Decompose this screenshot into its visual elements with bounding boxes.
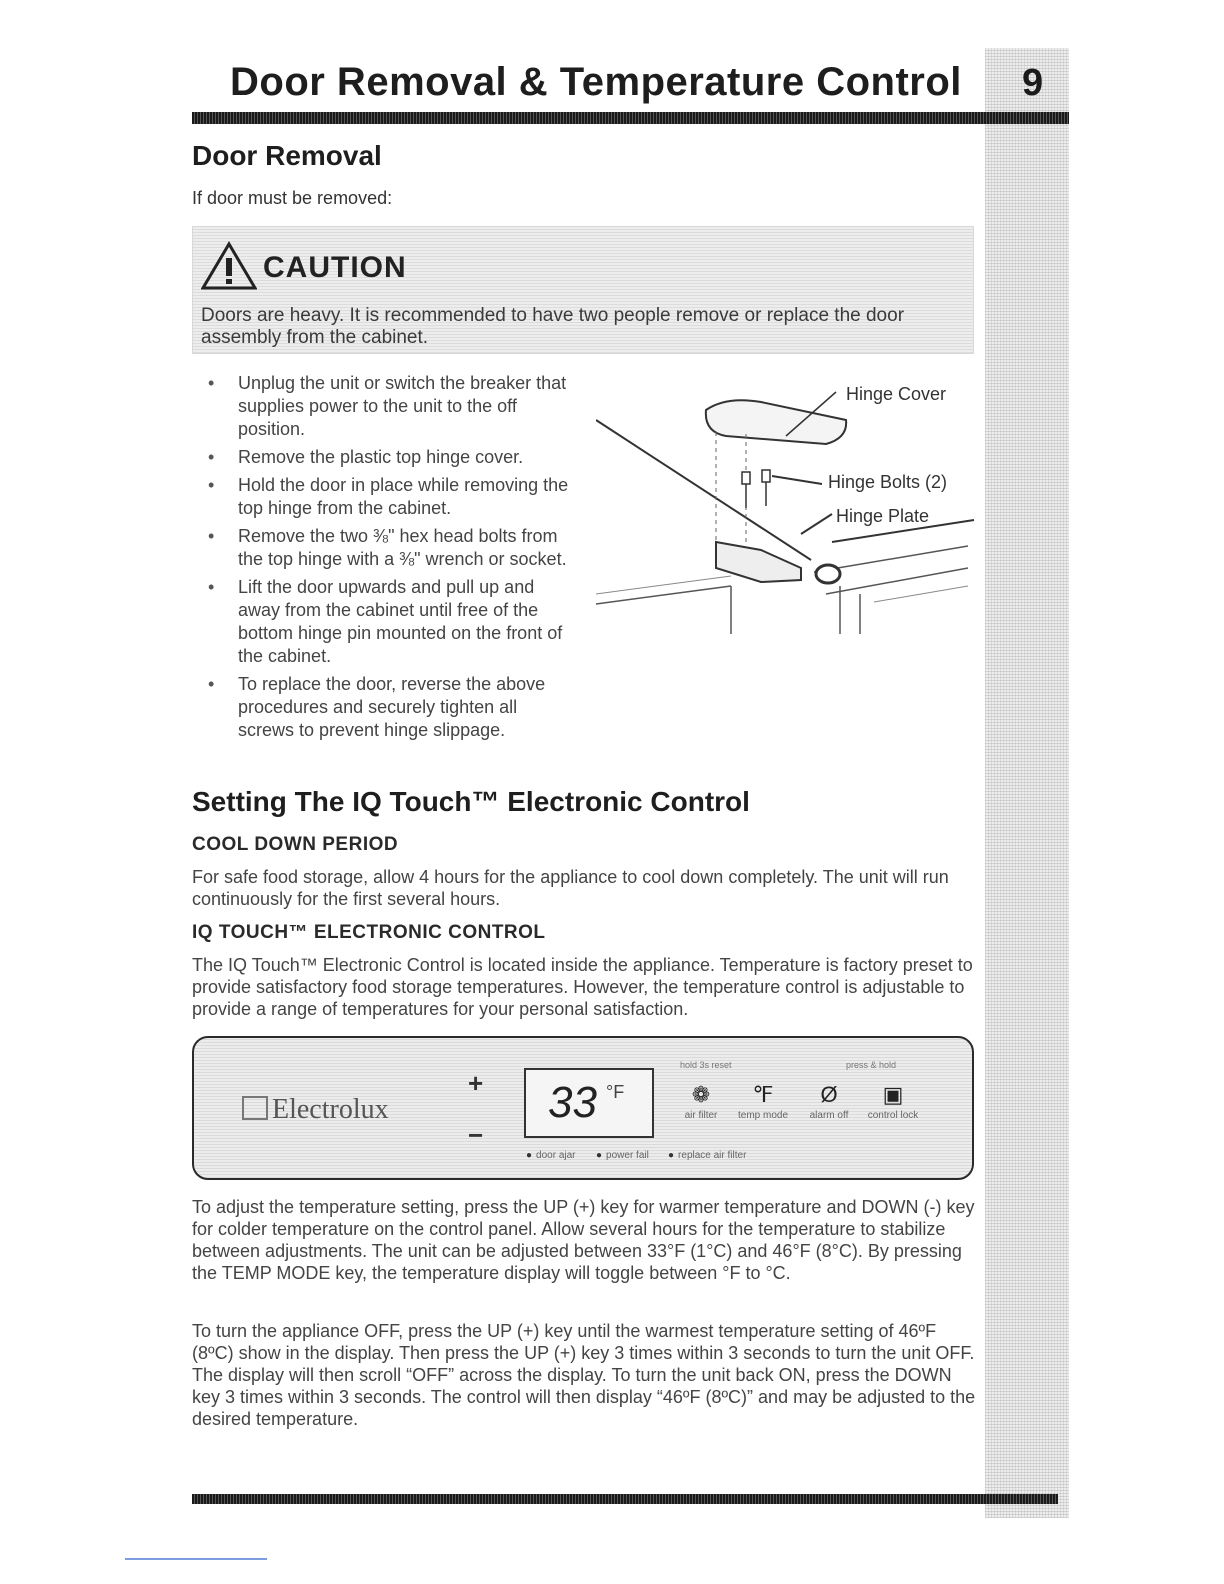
door-removal-heading: Door Removal bbox=[192, 140, 382, 171]
brand-name: Electrolux bbox=[272, 1094, 389, 1125]
turn-off-text: To turn the appliance OFF, press the UP (+) key until the warmest temperature setting of 46ºF (8ºC) show in the display. Then press the UP (+) key 3 times within 3 seconds to turn the unit OFF. The display will then scroll “OFF” across the display. To turn the unit back ON, press the DOWN key 3 times within 3 seconds. The control will then display “46ºF (8ºC)” and may be adjusted to the desired temperature. bbox=[192, 1321, 976, 1429]
hinge-diagram bbox=[596, 372, 976, 642]
temperature-unit: °F bbox=[606, 1082, 625, 1102]
footer-accent-line bbox=[125, 1558, 267, 1560]
door-removal-steps bbox=[208, 372, 578, 747]
control-panel bbox=[192, 1036, 974, 1180]
alarm-off-key[interactable] bbox=[794, 1082, 864, 1121]
page-number: 9 bbox=[1022, 62, 1044, 104]
temperature-display bbox=[524, 1068, 654, 1138]
warning-triangle-icon bbox=[201, 241, 257, 291]
cool-down-heading: COOL DOWN PERIOD bbox=[192, 834, 399, 855]
temperature-value: 33 bbox=[548, 1078, 597, 1127]
caution-box bbox=[192, 226, 974, 354]
hinge-cover-label: Hinge Cover bbox=[846, 384, 947, 404]
cool-down-text: For safe food storage, allow 4 hours for the appliance to cool down completely. The unit will run continuously for the first several hours. bbox=[192, 867, 949, 909]
door-removal-intro: If door must be removed: bbox=[192, 188, 393, 208]
temp-mode-icon: ℉ bbox=[752, 1082, 774, 1107]
brand-logo bbox=[242, 1094, 389, 1126]
replace-air-filter-indicator: ● replace air filter bbox=[668, 1150, 746, 1161]
right-margin-strip bbox=[985, 48, 1069, 1518]
electronic-control-heading: IQ TOUCH™ ELECTRONIC CONTROL bbox=[192, 922, 546, 943]
list-item: • Remove the plastic top hinge cover. bbox=[208, 446, 578, 469]
list-item: • To replace the door, reverse the above procedures and securely tighten all screws to prevent hinge slippage. bbox=[208, 673, 578, 742]
power-fail-indicator: ● power fail bbox=[596, 1150, 649, 1161]
list-item: • Remove the two ⅜" hex head bolts from the top hinge with a ⅜" wrench or socket. bbox=[208, 525, 578, 571]
key-label: control lock bbox=[867, 1110, 919, 1121]
lock-icon: ▣ bbox=[882, 1082, 904, 1107]
iq-touch-heading: Setting The IQ Touch™ Electronic Control bbox=[192, 786, 750, 817]
key-label: temp mode bbox=[737, 1110, 789, 1121]
alarm-off-icon: Ø bbox=[820, 1082, 838, 1107]
caution-text: Doors are heavy. It is recommended to have two people remove or replace the door assembly from the cabinet. bbox=[201, 305, 905, 348]
reset-hint: hold 3s reset bbox=[680, 1060, 732, 1070]
press-hold-hint: press & hold bbox=[846, 1060, 897, 1070]
up-key[interactable]: + bbox=[468, 1068, 484, 1098]
page-title: Door Removal & Temperature Control bbox=[230, 60, 962, 104]
down-key[interactable]: − bbox=[468, 1120, 484, 1150]
header-rule bbox=[192, 112, 1069, 124]
control-lock-key[interactable] bbox=[858, 1082, 928, 1121]
caution-title: CAUTION bbox=[263, 251, 407, 284]
hinge-bolts-label: Hinge Bolts (2) bbox=[828, 472, 948, 492]
electronic-control-text: The IQ Touch™ Electronic Control is located inside the appliance. Temperature is factory preset to provide satisfactory food storage temperatures. However, the temperature control is adjustable to provide a range of temperatures for your personal satisfaction. bbox=[192, 955, 973, 1019]
key-label: air filter bbox=[684, 1110, 718, 1121]
list-item: • Hold the door in place while removing the top hinge from the cabinet. bbox=[208, 474, 578, 520]
adjust-temperature-text: To adjust the temperature setting, press the UP (+) key for warmer temperature and DOWN (-) key for colder temperature on the control panel. Allow several hours for the temperature to stabilize between adjustments. The unit can be adjusted between 33°F (1°C) and 46°F (8°C). By pressing the TEMP MODE key, the temperature display will toggle between °F to °C. bbox=[192, 1197, 975, 1283]
door-ajar-indicator: ● door ajar bbox=[526, 1150, 576, 1161]
footer-rule bbox=[192, 1494, 1058, 1504]
temp-mode-key[interactable] bbox=[728, 1082, 798, 1121]
fan-icon: ❁ bbox=[691, 1082, 711, 1107]
hinge-plate-label: Hinge Plate bbox=[836, 506, 930, 526]
key-label: alarm off bbox=[809, 1110, 849, 1121]
electrolux-logo-icon bbox=[242, 1096, 268, 1120]
air-filter-key[interactable] bbox=[666, 1082, 736, 1121]
list-item: • Unplug the unit or switch the breaker that supplies power to the unit to the off position. bbox=[208, 372, 578, 441]
list-item: • Lift the door upwards and pull up and away from the cabinet until free of the bottom hinge pin mounted on the front of the cabinet. bbox=[208, 576, 578, 668]
